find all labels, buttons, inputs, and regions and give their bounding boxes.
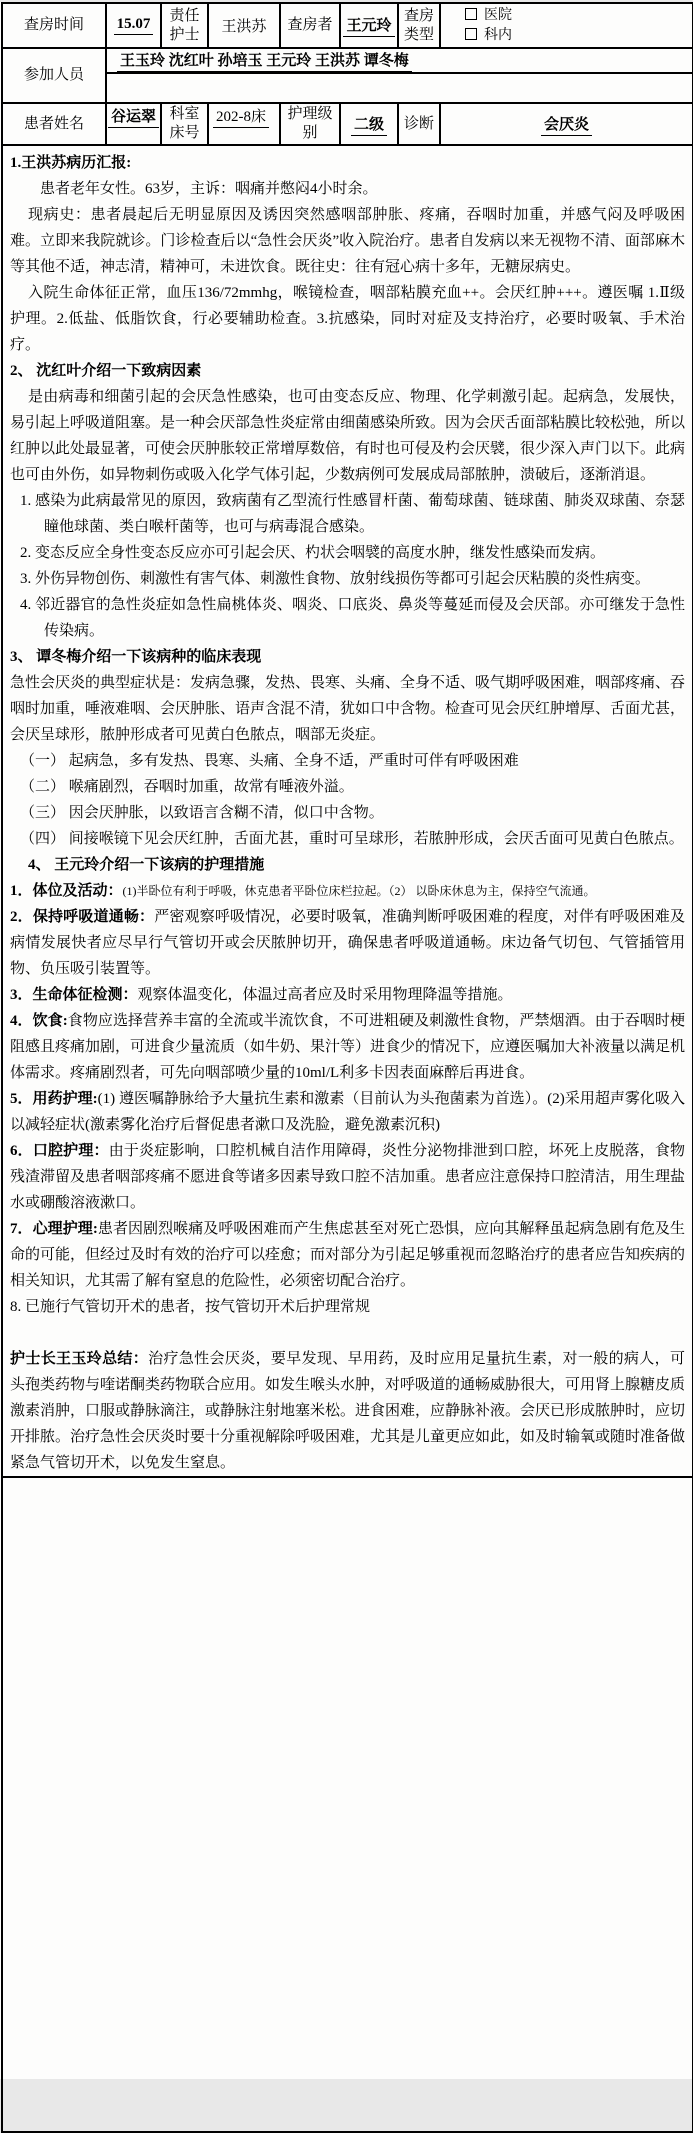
cause-item: 2. 变态反应全身性变态反应亦可引起会厌、杓状会咽襞的高度水肿，继发性感染而发病。 [20,545,606,561]
section4-title: 4、 王元玲介绍一下该病的护理措施 [28,857,265,873]
record-form-table [1,2,693,2133]
bed-value: 202-8床 [208,103,280,145]
participants-row [2,48,693,73]
ward-round-record-document [0,2,693,2079]
section1-paragraph: 入院生命体征正常，血压136/72mmhg，喉镜检查，咽部粘膜充血++。会厌红肿+++。遵医嘱 1.Ⅱ级护理。2.低盐、低脂饮食，行必要辅助检查。3.抗感染，同时对症及支持治疗，必要时吸氧、手术治疗。 [10,285,685,353]
measure-item: 8. 已施行气管切开术的患者，按气管切开术后护理常规 [10,1299,371,1315]
care-level-label: 护理级别 [280,103,340,145]
measure-item: 5．用药护理:(1) 遵医嘱静脉给予大量抗生素和激素（目前认为头孢菌素为首选）。(2)采用超声雾化吸入以减轻症状(激素雾化治疗后督促患者漱口及洗脸，避免激素沉积) [10,1091,685,1133]
blank-line [10,1320,685,1346]
responsible-nurse-label: 责任护士 [161,3,208,48]
round-type-options [440,3,693,48]
measure-item: 3．生命体征检测：观察体温变化，体温过高者应及时采用物理降温等措施。 [10,987,513,1003]
head-nurse-summary: 护士长王玉玲总结：治疗急性会厌炎，要早发现、早用药，及时应用足量抗生素，对一般的病人，可头孢类药物与喹诺酮类药物联合应用。如发生喉头水肿，对呼吸道的通畅威胁很大，可用肾上腺糖皮质激素消肿，口服或静脉滴注，或静脉注射地塞米松。进食困难，应静脉补液。会厌已形成脓肿时，应切开排脓。治疗急性会厌炎时要十分重视解除呼吸困难，尤其是儿童更应如此，如及时输氧或随时准备做紧急气管切开术，以免发生窒息。 [10,1351,686,1471]
round-type-label: 查房类型 [398,3,440,48]
participants-label: 参加人员 [2,48,106,103]
examiner-value: 王元玲 [340,3,398,48]
cause-item: 3. 外伤异物创伤、刺激性有害气体、刺激性食物、放射线损伤等都可引起会厌粘膜的炎性病变。 [20,571,651,587]
section3-title: 3、 谭冬梅介绍一下该病种的临床表现 [10,649,262,665]
measure-item: 2．保持呼吸道通畅：严密观察呼吸情况，必要时吸氧，准确判断呼吸困难的程度，对伴有呼吸困难及病情发展快者应尽早行气管切开或会厌脓肿切开，确保患者呼吸道通畅。床边备气切包、气管插管用物、负压吸引装置等。 [10,909,685,977]
department-checkbox-label: 科内 [484,27,512,43]
section2-paragraph: 是由病毒和细菌引起的会厌急性感染，也可由变态反应、物理、化学刺激引起。起病急，发展快，易引起上呼吸道阻塞。是一种会厌部急性炎症常由细菌感染所致。因为会厌舌面部粘膜比较松弛，所以红肿以此处最显著，可使会厌肿胀较正常增厚数倍，有时也可侵及杓会厌襞，很少深入声门以下。此病也可由外伤，如异物刺伤或吸入化学气体引起，少数病例可发展成局部脓肿，溃破后，逐渐消退。 [10,389,686,483]
ward-round-time-value: 15.07 [106,3,161,48]
empty-bottom-cell [2,1477,693,2132]
participants-empty-cell [106,73,693,103]
measure-item: 4．饮食:食物应选择营养丰富的全流或半流饮食，不可进粗硬及刺激性食物，严禁烟酒。由于吞咽时梗阻感且疼痛加剧，可进食少量流质（如牛奶、果汁等）进食少的情况下，应遵医嘱加大补液量以满足机体需求。疼痛剧烈者，可先向咽部喷少量的10ml/L利多卡因表面麻醉后再进食。 [10,1013,686,1081]
section1-paragraph: 现病史：患者晨起后无明显原因及诱因突然感咽部肿胀、疼痛，吞咽时加重，并感气闷及呼吸困难。立即来我院就诊。门诊检查后以“急性会厌炎”收入院治疗。患者自发病以来无视物不清、面部麻木等其他不适，神志清，精神可，未进饮食。既往史：往有冠心病十多年，无糖尿病史。 [10,207,685,275]
department-checkbox-icon[interactable] [465,28,477,40]
patient-row [2,103,693,145]
patient-name-value: 谷运翠 [106,103,161,145]
clinical-item: （四） 间接喉镜下见会厌红肿，舌面尤甚，重时可呈球形，若脓肿形成，会厌舌面可见黄白色脓点。 [20,831,684,847]
cause-item: 4. 邻近器官的急性炎症如急性扁桃体炎、咽炎、口底炎、鼻炎等蔓延而侵及会厌部。亦可继发于急性传染病。 [20,597,685,639]
empty-bottom-row [2,1477,693,2132]
clinical-item: （三） 因会厌肿胀，以致语言含糊不清，似口中含物。 [20,805,384,821]
examiner-label: 查房者 [280,3,340,48]
measure-item: 7．心理护理:患者因剧烈喉痛及呼吸困难而产生焦虑甚至对死亡恐惧，应向其解释虽起病急剧有危及生命的可能，但经过及时有效的治疗可以痊愈；而对部分为引起足够重视而忽略治疗的患者应告知疾病的相关知识，尤其需了解有窒息的危险性，必须密切配合治疗。 [10,1221,686,1289]
diagnosis-value: 会厌炎 [440,103,693,145]
section1-title: 1.王洪苏病历汇报: [10,155,132,171]
section1-paragraph: 患者老年女性。63岁，主诉：咽痛并憋闷4小时余。 [40,181,378,197]
round-type-option-department [465,26,692,46]
ward-round-time-label: 查房时间 [2,3,106,48]
round-type-option-hospital [465,6,692,26]
clinical-item: （一） 起病急，多有发热、畏寒、头痛、全身不适，严重时可伴有呼吸困难 [20,753,519,769]
responsible-nurse-value: 王洪苏 [208,3,280,48]
hospital-checkbox-label: 医院 [484,7,512,23]
report-body [2,145,693,1477]
diagnosis-label: 诊断 [398,103,440,145]
clinical-item: （二） 喉痛剧烈，吞咽时加重，故常有唾液外溢。 [20,779,354,795]
hospital-checkbox-icon[interactable] [465,8,477,20]
bed-label: 科室床号 [161,103,208,145]
cause-item: 1. 感染为此病最常见的原因，致病菌有乙型流行性感冒杆菌、葡萄球菌、链球菌、肺炎双球菌、奈瑟瞳他球菌、类白喉杆菌等，也可与病毒混合感染。 [20,493,685,535]
participants-value: 王玉玲 沈红叶 孙培玉 王元玲 王洪苏 谭冬梅 [106,48,693,73]
measure-item: 1．体位及活动：(1)半卧位有利于呼吸，休克患者平卧位床栏拉起。（2） 以卧床休息为主，保持空气流通。 [10,883,596,899]
care-level-value: 二级 [340,103,398,145]
header-row-1 [2,3,693,48]
report-body-row [2,145,693,1477]
measure-item: 6．口腔护理：由于炎症影响，口腔机械自洁作用障碍，炎性分泌物排泄到口腔，坏死上皮脱落，食物残渣滞留及患者咽部疼痛不愿进食等诸多因素导致口腔不洁加重。患者应注意保持口腔清洁，用生理盐水或硼酸溶液漱口。 [10,1143,686,1211]
patient-name-label: 患者姓名 [2,103,106,145]
participants-empty-row [2,73,693,103]
section2-title: 2、 沈红叶介绍一下致病因素 [10,363,202,379]
section3-paragraph: 急性会厌炎的典型症状是：发病急骤，发热、畏寒、头痛、全身不适、吸气期呼吸困难，咽部疼痛、吞咽时加重，唾液难咽、会厌肿胀、语声含混不清，犹如口中含物。检查可见会厌红肿增厚、舌面尤甚，会厌呈球形，脓肿形成者可见黄白色脓点，咽部无炎症。 [10,675,686,743]
